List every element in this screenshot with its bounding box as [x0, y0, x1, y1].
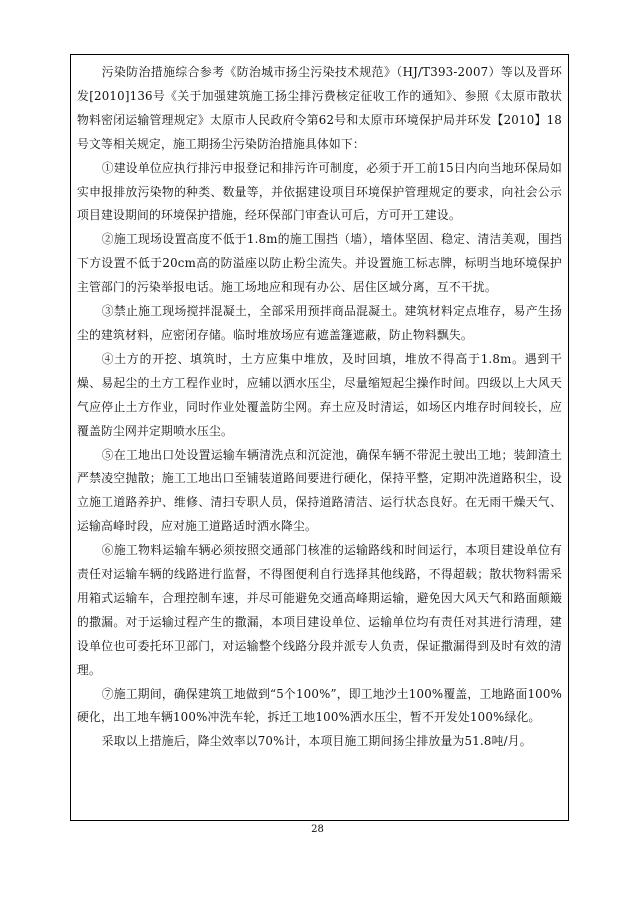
paragraph-measure-3: ③禁止施工现场搅拌混凝土，全部采用预拌商品混凝土。建筑材料定点堆存，易产生扬尘的建筑材料，应密闭存储。临时堆放场应有遮盖篷遮蔽，防止物料飘失。 — [77, 304, 562, 342]
document-frame — [70, 54, 569, 821]
paragraph-measure-4: ④土方的开挖、填筑时，土方应集中堆放，及时回填，堆放不得高于1.8m。遇到干燥、易起尘的土方工程作业时，应辅以洒水压尘，尽量缩短起尘操作时间。四级以上大风天气应停止土方作业，同时作业处覆盖防尘网。弃土应及时清运，如场区内堆存时间较长，应覆盖防尘网并定期喷水压尘。 — [77, 351, 562, 438]
paragraph-conclusion: 采取以上措施后，降尘效率以70%计，本项目施工期间扬尘排放量为51.8吨/月。 — [101, 734, 532, 749]
paragraph-measure-7: ⑦施工期间，确保建筑工地做到“5个100%”，即工地沙土100%覆盖，工地路面100%硬化，出工地车辆100%冲洗车轮，拆迁工地100%洒水压尘，暂不开发处100%绿化。 — [77, 686, 562, 725]
paragraph-measure-5: ⑤在工地出口处设置运输车辆清洗点和沉淀池，确保车辆不带泥土驶出工地；装卸渣土严禁凌空抛散；施工工地出口至铺装道路间要进行硬化，保持平整，定期冲洗道路积尘，设立施工道路养护、维修、清扫专职人员，保持道路清洁、运行状态良好。在无雨干燥天气、运输高峰时段，应对施工道路适时洒水降尘。 — [77, 447, 562, 534]
paragraph-measure-1: ①建设单位应执行排污申报登记和排污许可制度，必须于开工前15日内向当地环保局如实申报排放污染物的种类、数量等，并依据建设项目环境保护管理规定的要求，向社会公示项目建设期间的环境保护措施，经环保部门审查认可后，方可开工建设。 — [77, 160, 562, 223]
paragraph-measure-2: ②施工现场设置高度不低于1.8m的施工围挡（墙），墙体坚固、稳定、清洁美观，围挡下方设置不低于20cm高的防溢座以防止粉尘流失。并设置施工标志牌，标明当地环境保护主管部门的污染举报电话。施工场地应和现有办公、居住区域分离，互不干扰。 — [77, 232, 562, 295]
paragraph-measure-6: ⑥施工物料运输车辆必须按照交通部门核准的运输路线和时间运行，本项目建设单位有责任对运输车辆的线路进行监督，不得图便利自行选择其他线路，不得超载；散状物料需采用箱式运输车，合理控制车速，并尽可能避免交通高峰期运输，避免因大风天气和路面颠簸的撒漏。对于运输过程产生的撒漏，本项目建设单位、运输单位均有责任对其进行清理，建设单位也可委托环卫部门，对运输整个线路分段并派专人负责，保证撒漏得到及时有效的清理。 — [77, 543, 562, 677]
paragraph-intro: 污染防治措施综合参考《防治城市扬尘污染技术规范》（HJ/T393-2007）等以及晋环发[2010]136号《关于加强建筑施工扬尘排污费核定征收工作的通知》、参照《太原市散状物料密闭运输管理规定》太原市人民政府令第62号和太原市环境保护局并环发【2010】18号文等相关规定，施工期扬尘污染防治措施具体如下： — [77, 65, 562, 151]
page-number: 28 — [311, 824, 324, 835]
document-body — [77, 61, 562, 754]
